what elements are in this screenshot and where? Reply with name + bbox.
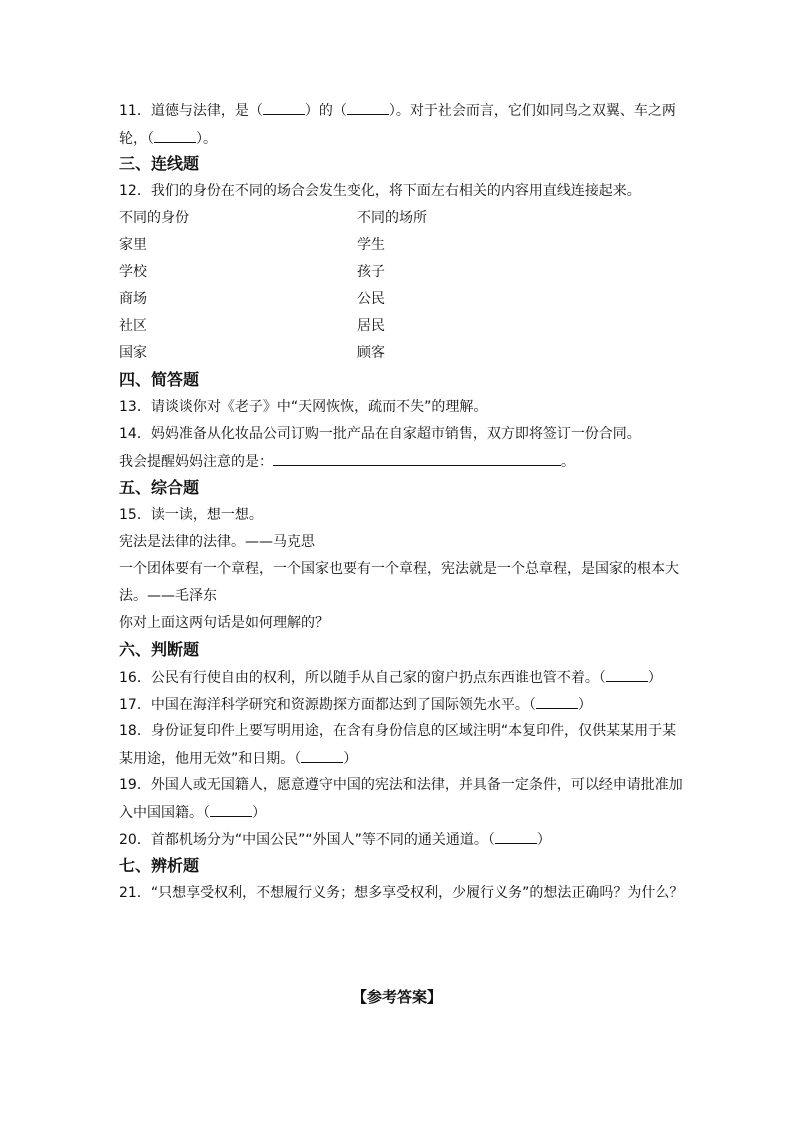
- answer-blank[interactable]: [347, 101, 389, 115]
- question-21: 21．“只想享受权利，不想履行义务；想多享受权利，少履行义务”的想法正确吗？为什么？: [119, 885, 684, 901]
- right-item[interactable]: 孩子: [357, 264, 385, 280]
- answer-blank[interactable]: [154, 129, 196, 143]
- left-item[interactable]: 商场: [119, 291, 147, 307]
- section-heading-short-answer: 四、简答题: [119, 370, 200, 389]
- answer-blank[interactable]: [606, 668, 648, 682]
- q16-text: 16．公民有行使自由的权利，所以随手从自己家的窗户扔点东西谁也管不着。（: [119, 670, 606, 686]
- question-19-line-1: 19．外国人或无国籍人，愿意遵守中国的宪法和法律，并具备一定条件，可以经申请批准加: [119, 777, 683, 793]
- q14-prefix: 我会提醒妈妈注意的是：: [119, 454, 273, 470]
- q16-close: ）: [647, 670, 662, 686]
- question-18-line-1: 18．身份证复印件上要写明用途，在含有身份信息的区域注明“本复印件，仅供某某用于某: [119, 723, 677, 739]
- question-11-line-2: [119, 129, 217, 148]
- left-item[interactable]: 家里: [119, 237, 147, 253]
- q20-text: 20．首都机场分为“中国公民”“外国人”等不同的通关通道。（: [119, 832, 495, 848]
- q11-text-c: ）。对于社会而言，它们如同鸟之双翼、车之两: [388, 103, 676, 119]
- q17-close: ）: [577, 697, 592, 713]
- q18-text: 某用途，他用无效”和日期。（: [119, 751, 302, 767]
- question-13: 13．请谈谈你对《老子》中“天网恢恢，疏而不失”的理解。: [119, 399, 488, 415]
- question-18-line-2: [119, 749, 357, 768]
- answer-blank[interactable]: [495, 830, 537, 844]
- question-12-prompt: 12．我们的身份在不同的场合会发生变化，将下面左右相关的内容用直线连接起来。: [119, 183, 641, 199]
- q17-text: 17．中国在海洋科学研究和资源勘探方面都达到了国际领先水平。（: [119, 697, 536, 713]
- q19-close: ）: [252, 805, 266, 821]
- answer-blank[interactable]: [263, 101, 305, 115]
- question-15-line-1: 15．读一读，想一想。: [119, 507, 263, 523]
- question-17: [119, 695, 592, 714]
- left-item[interactable]: 国家: [119, 345, 147, 361]
- right-item[interactable]: 顾客: [357, 345, 385, 361]
- question-15-quote-1: 宪法是法律的法律。——马克思: [119, 534, 315, 550]
- right-item[interactable]: 公民: [357, 291, 385, 307]
- section-heading-comprehensive: 五、综合题: [119, 478, 200, 497]
- answer-blank[interactable]: [536, 695, 578, 709]
- question-20: [119, 830, 551, 849]
- q11-text-d: 轮，（: [119, 131, 154, 147]
- answer-blank[interactable]: [301, 749, 343, 763]
- question-11-line-1: [119, 101, 676, 120]
- left-item[interactable]: 学校: [119, 264, 147, 280]
- answer-blank[interactable]: [210, 803, 252, 817]
- question-15-quote-2-cont: 法。——毛泽东: [119, 588, 217, 604]
- right-item[interactable]: 学生: [357, 237, 385, 253]
- q18-close: ）: [343, 751, 358, 767]
- right-column-header: 不同的场所: [357, 210, 427, 226]
- question-14-line-2: [119, 452, 575, 471]
- question-16: [119, 668, 662, 687]
- question-15-prompt: 你对上面这两句话是如何理解的？: [119, 615, 329, 631]
- question-15-quote-2: 一个团体要有一个章程，一个国家也要有一个章程，宪法就是一个总章程，是国家的根本大: [119, 561, 679, 577]
- section-heading-analysis: 七、辨析题: [119, 856, 200, 875]
- section-heading-matching: 三、连线题: [119, 154, 200, 173]
- q11-text-b: ）的（: [304, 103, 347, 119]
- right-item[interactable]: 居民: [357, 318, 385, 334]
- left-item[interactable]: 社区: [119, 318, 147, 334]
- q11-text-e: ）。: [196, 131, 217, 147]
- question-14-line-1: 14．妈妈准备从化妆品公司订购一批产品在自家超市销售，双方即将签订一份合同。: [119, 426, 641, 442]
- reference-answer-title: 【参考答案】: [351, 988, 442, 1006]
- q14-suffix: 。: [561, 454, 575, 470]
- left-column-header: 不同的身份: [119, 210, 189, 226]
- q19-text: 入中国国籍。（: [119, 805, 210, 821]
- q11-text-a: 11．道德与法律，是（: [119, 103, 263, 119]
- section-heading-true-false: 六、判断题: [119, 640, 200, 659]
- answer-blank[interactable]: [273, 452, 561, 466]
- q20-close: ）: [536, 832, 551, 848]
- question-19-line-2: [119, 803, 266, 822]
